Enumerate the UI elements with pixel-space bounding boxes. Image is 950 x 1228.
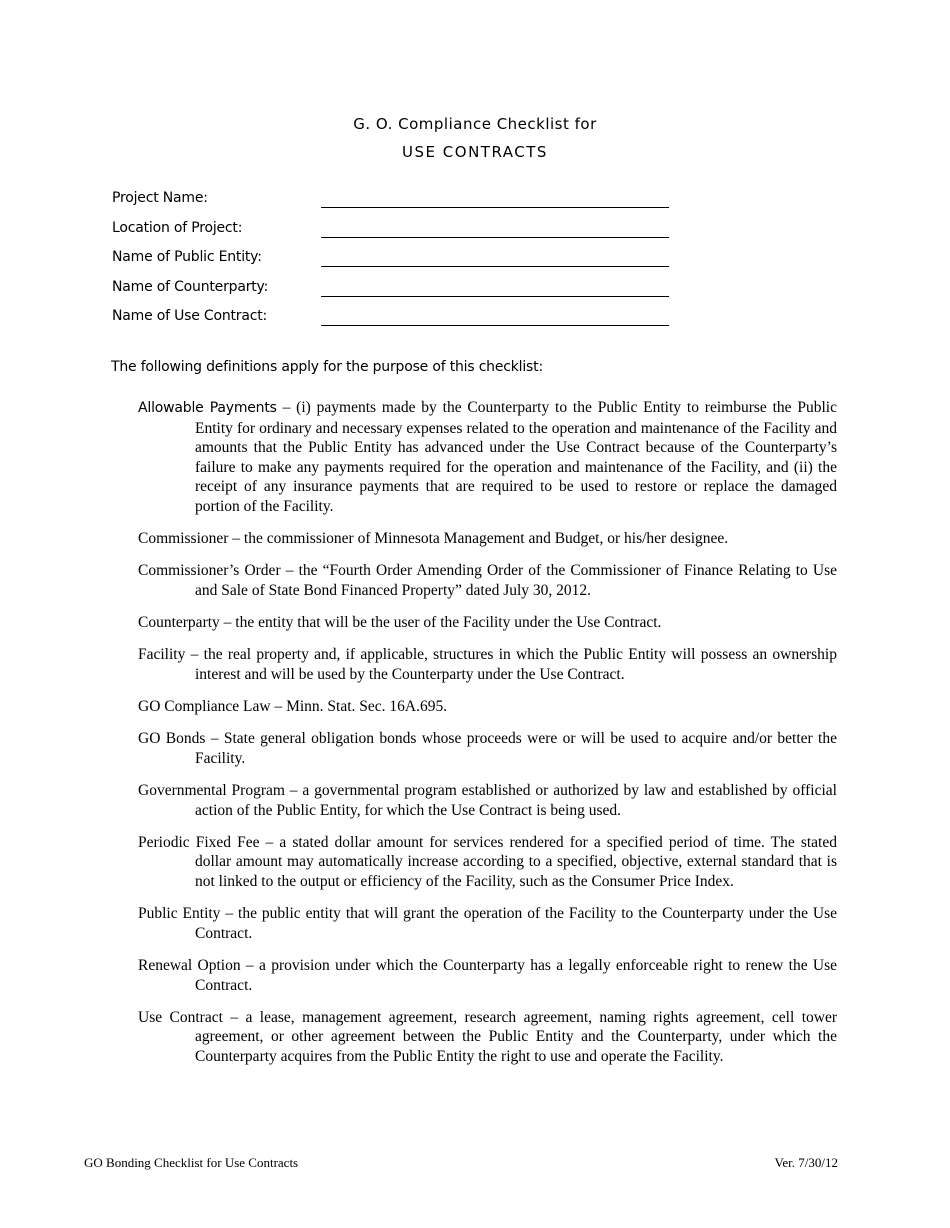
field-blank-line[interactable] [321, 296, 669, 297]
definitions-intro: The following definitions apply for the purpose of this checklist: [111, 359, 543, 375]
definition-text: – a lease, management agreement, research agreement, naming rights agreement, cell tower agreement, or other agreement between the Public Entity and the Counterparty, under which the Counterparty acquires from the Public Entity the right to use and operate the Facility. [195, 1008, 837, 1065]
field-location [112, 218, 672, 248]
definition-text: – the real property and, if applicable, structures in which the Public Entity will possess an ownership interest and will be used by the Counterparty under the Use Contract. [185, 646, 837, 683]
definition-term: Periodic Fixed Fee [138, 833, 260, 851]
field-use-contract [112, 306, 672, 336]
definition-item [138, 561, 837, 600]
definition-term: Governmental Program [138, 782, 285, 800]
field-label: Location of Project: [112, 219, 243, 236]
field-blank-line[interactable] [321, 266, 669, 267]
field-public-entity [112, 247, 672, 277]
field-label: Name of Use Contract: [112, 308, 268, 324]
definition-item [138, 956, 837, 995]
field-blank-line[interactable] [321, 207, 669, 208]
definition-term: GO Compliance Law [138, 698, 271, 716]
definition-text: – a stated dollar amount for services rendered for a specified period of time. The stated dollar amount may automatically increase according to a specified, objective, external standard that is not linked to the output or efficiency of the Facility, such as the Consumer Price Index. [195, 833, 837, 891]
definition-term: Allowable Payments [138, 400, 277, 416]
field-label: Name of Counterparty: [112, 278, 269, 295]
definition-item [138, 1008, 837, 1067]
field-counterparty [112, 277, 672, 307]
title-line-1: G. O. Compliance Checklist for [353, 115, 597, 133]
definition-item [138, 697, 837, 717]
definition-text: – the “Fourth Order Amending Order of the Commissioner of Finance Relating to Use and Sale of State Bond Financed Property” dated July 30, 2012. [195, 562, 838, 599]
definition-term: Public Entity [138, 905, 221, 923]
definition-item [138, 645, 837, 684]
definition-text: – the entity that will be the user of the Facility under the Use Contract. [219, 614, 662, 632]
definition-text: – the public entity that will grant the operation of the Facility to the Counterparty under the Use Contract. [195, 905, 837, 942]
definition-term: Commissioner [138, 530, 229, 548]
definition-text: – a governmental program established or authorized by law and established by official action of the Public Entity, for which the Use Contract is being used. [195, 782, 837, 819]
definition-term: Use Contract [138, 1008, 223, 1026]
document-title [0, 110, 950, 166]
definition-item [138, 613, 837, 633]
definition-text: – the commissioner of Minnesota Management and Budget, or his/her designee. [228, 530, 729, 548]
field-label: Project Name: [112, 190, 208, 206]
title-line-2: USE CONTRACTS [402, 143, 548, 161]
definition-text: – Minn. Stat. Sec. 16A.695. [270, 698, 448, 716]
footer-version: Ver. 7/30/12 [774, 1155, 838, 1170]
definition-item [138, 781, 837, 820]
definition-item [138, 729, 837, 768]
definition-term: Facility [138, 646, 186, 664]
definition-item [138, 529, 837, 549]
definition-term: Renewal Option [138, 957, 241, 974]
definitions-list [138, 398, 837, 1079]
definition-item [138, 904, 837, 943]
footer-document-name: GO Bonding Checklist for Use Contracts [84, 1155, 299, 1170]
field-blank-line[interactable] [321, 237, 669, 238]
definition-text: – State general obligation bonds whose proceeds were or will be used to acquire and/or better the Facility. [195, 730, 837, 767]
project-fields [112, 188, 672, 336]
field-blank-line[interactable] [321, 325, 669, 326]
field-label: Name of Public Entity: [112, 249, 262, 265]
definition-item [138, 398, 837, 517]
definition-term: Commissioner’s Order [138, 562, 281, 580]
definition-text: – (i) payments made by the Counterparty to the Public Entity to reimburse the Public Entity for ordinary and necessary expenses related to the operation and maintenance of the Facility and amounts that the Public Entity has advanced under the Use Contract because of the Counterparty’s failure to make any payments required for the operation and maintenance of the Facility, and (ii) the receipt of any insurance payments that are required to be used to restore or replace the damaged portion of the Facility. [195, 399, 837, 515]
definition-text: – a provision under which the Counterparty has a legally enforceable right to renew the Use Contract. [195, 957, 837, 994]
definition-term: Counterparty [138, 614, 220, 632]
field-project-name [112, 188, 672, 218]
definition-term: GO Bonds [138, 730, 206, 748]
definition-item [138, 833, 837, 892]
